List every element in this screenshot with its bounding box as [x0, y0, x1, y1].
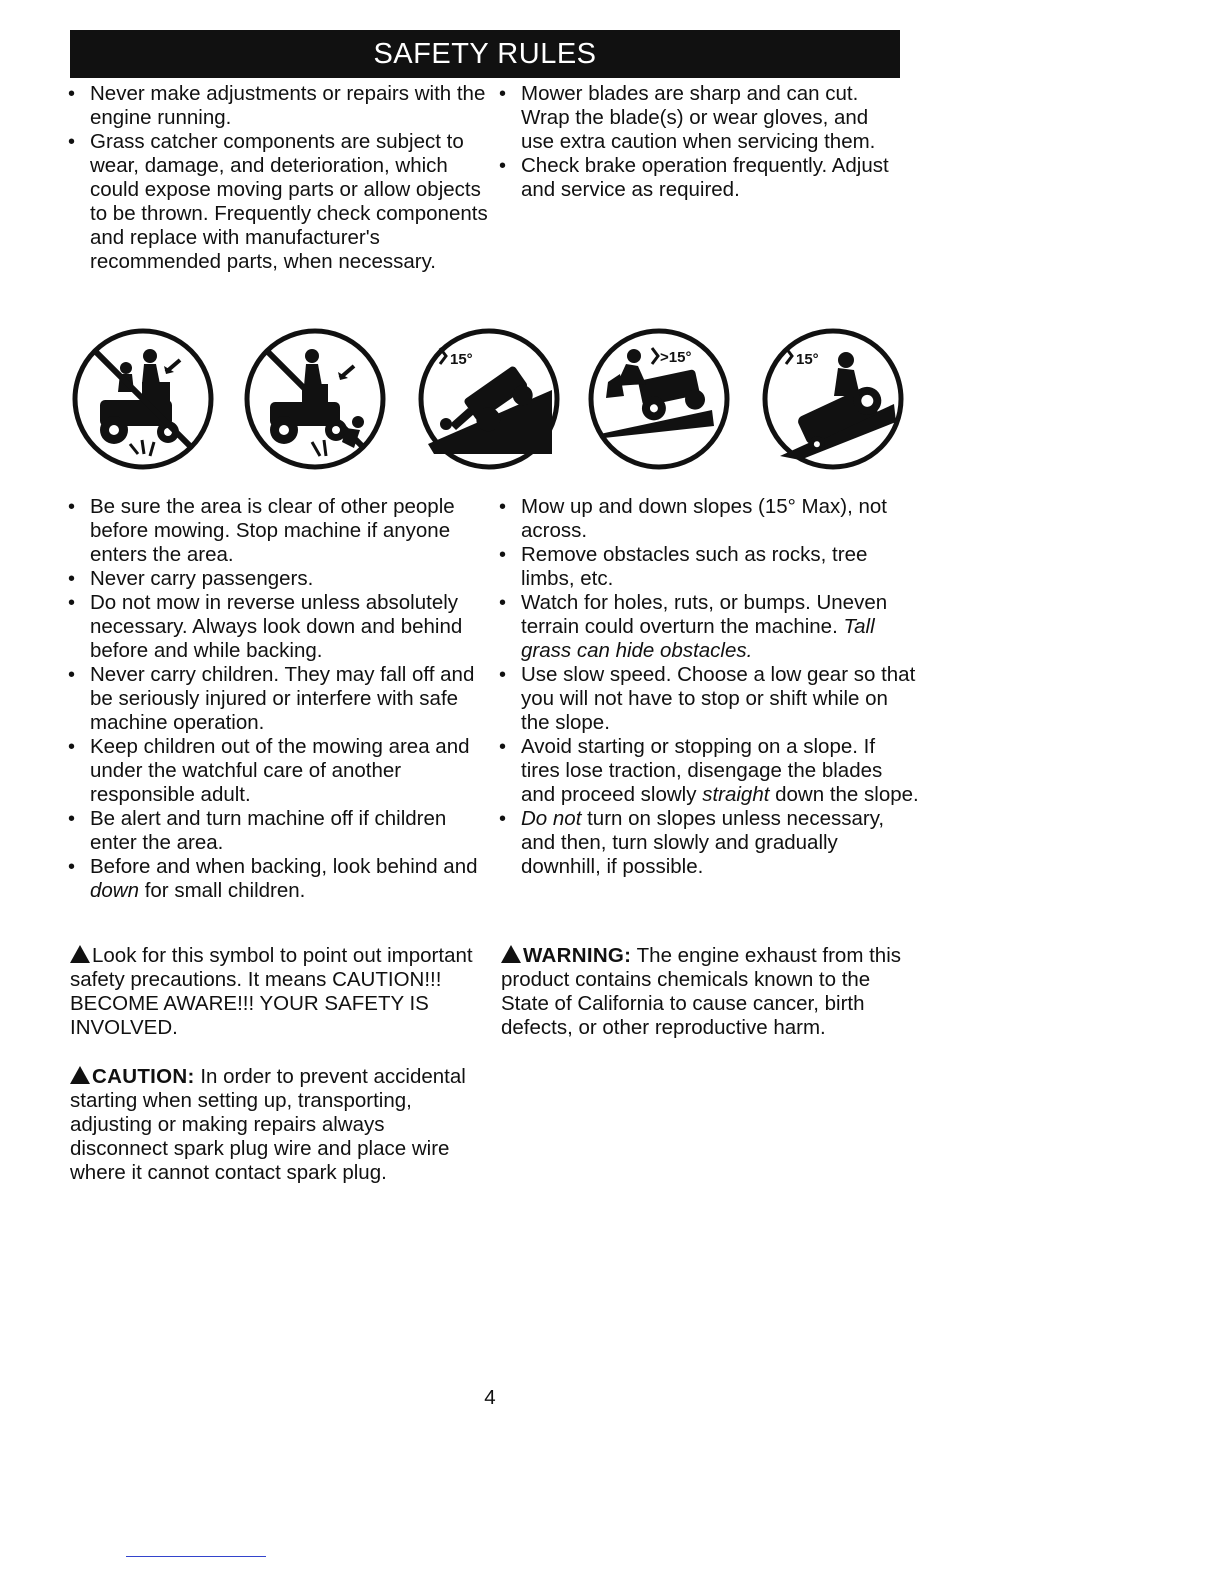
no-passengers-icon: [70, 326, 216, 472]
slope-overturn-icon: [416, 326, 562, 472]
warning-triangle-icon: [70, 1066, 90, 1084]
slope-tip-back-icon: [586, 326, 732, 472]
warning-note: WARNING: The engine exhaust from this product contains chemicals known to the State of California to cause cancer, birth defects, or other reproductive harm.: [501, 944, 902, 1039]
slope-tip-sideways-icon: [760, 326, 906, 472]
caution-label: CAUTION:: [92, 1065, 195, 1088]
list-item: • Never carry passengers.: [68, 567, 488, 591]
list-item: • Mow up and down slopes (15° Max), not across.: [499, 495, 919, 543]
list-item: • Use slow speed. Choose a low gear so that you will not have to stop or shift while on the slope.: [499, 663, 919, 735]
caution-note: CAUTION: In order to prevent accidental starting when setting up, transporting, adjusting or making repairs always disconnect spark plug wire and place wire where it cannot contact spark plug.: [70, 1065, 466, 1184]
list-item: • Mower blades are sharp and can cut. Wrap the blade(s) or wear gloves, and use extra caution when servicing them.: [499, 82, 899, 154]
no-children-icon: [242, 326, 388, 472]
top-right-rules: [499, 82, 899, 202]
safety-pictograms: [70, 326, 910, 478]
list-item: • Do not mow in reverse unless absolutely necessary. Always look down and behind before and while backing.: [68, 591, 488, 663]
safety-symbol-note: Look for this symbol to point out important safety precautions. It means CAUTION!!! BECOME AWARE!!! YOUR SAFETY IS INVOLVED.: [70, 944, 473, 1039]
list-item: • Keep children out of the mowing area and under the watchful care of another responsible adult.: [68, 735, 488, 807]
list-item: • Never make adjustments or repairs with the engine running.: [68, 82, 488, 130]
list-item: • Avoid starting or stopping on a slope. If tires lose traction, disengage the blades and proceed slowly straight down the slope.: [499, 735, 919, 807]
page-title: SAFETY RULES: [70, 30, 900, 78]
slope-angle-label: 15°: [450, 351, 473, 368]
list-item: • Never carry children. They may fall off and be seriously injured or interfere with safe machine operation.: [68, 663, 488, 735]
warning-label: WARNING:: [523, 944, 632, 967]
list-item: • Be sure the area is clear of other people before mowing. Stop machine if anyone enters the area.: [68, 495, 488, 567]
list-item: • Grass catcher components are subject to wear, damage, and deterioration, which could expose moving parts or allow objects to be thrown. Frequently check components and replace with manufacturer's recommended parts, when necessary.: [68, 130, 488, 274]
bottom-right-rules: [499, 495, 919, 879]
warning-triangle-icon: [70, 945, 90, 963]
list-item: • Check brake operation frequently. Adjust and service as required.: [499, 154, 899, 202]
list-item: • Do not turn on slopes unless necessary, and then, turn slowly and gradually downhill, if possible.: [499, 807, 919, 879]
warning-triangle-icon: [501, 945, 521, 963]
top-left-rules: [68, 82, 488, 274]
divider: [126, 1556, 266, 1557]
list-item: • Watch for holes, ruts, or bumps. Uneven terrain could overturn the machine. Tall grass can hide obstacles.: [499, 591, 919, 663]
page-number: 4: [484, 1386, 496, 1409]
bottom-left-rules: [68, 495, 488, 903]
list-item: • Before and when backing, look behind and down for small children.: [68, 855, 488, 903]
slope-angle-label: >15°: [660, 349, 692, 366]
slope-angle-label: 15°: [796, 351, 819, 368]
list-item: • Be alert and turn machine off if children enter the area.: [68, 807, 488, 855]
list-item: • Remove obstacles such as rocks, tree limbs, etc.: [499, 543, 919, 591]
